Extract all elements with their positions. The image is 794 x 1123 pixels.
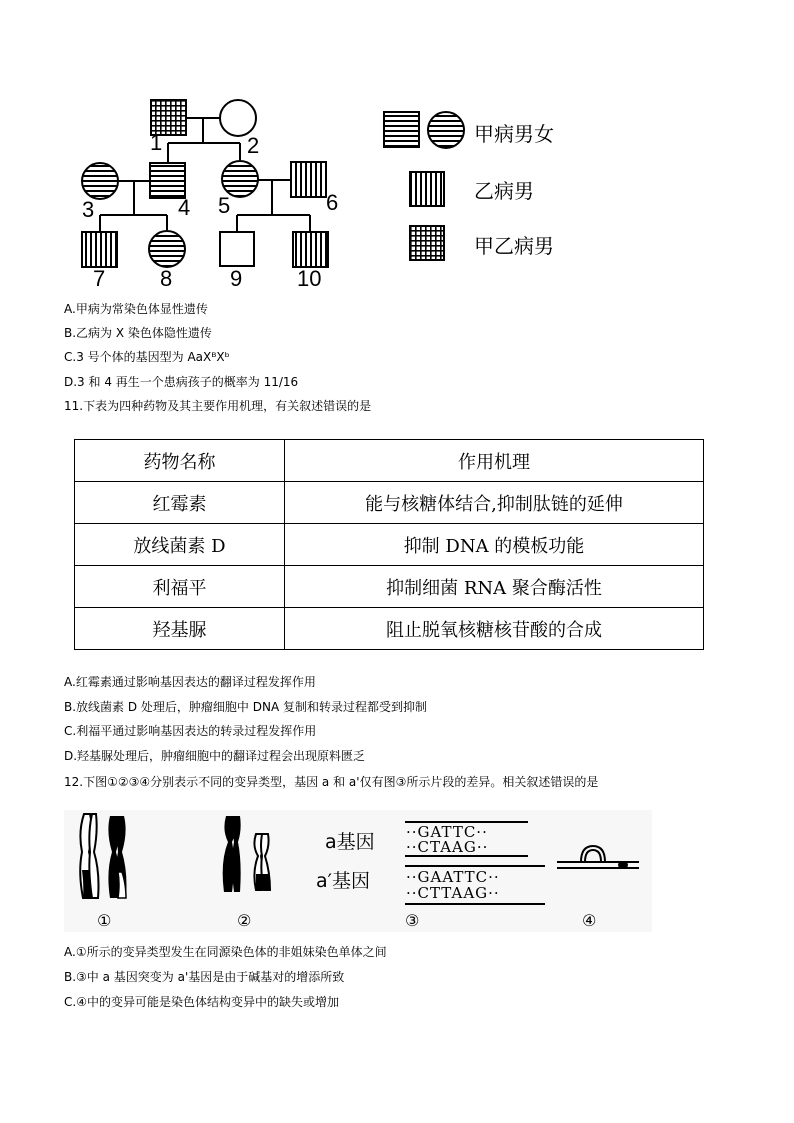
legend-ab-label: 甲乙病男	[474, 234, 554, 258]
pedigree-number: 10	[297, 266, 322, 291]
figure-label-3: ③	[405, 911, 420, 930]
table-row	[75, 566, 704, 608]
pedigree-individual-8	[149, 231, 185, 267]
pedigree-individual-6	[291, 162, 326, 197]
pedigree-individual-10	[293, 232, 328, 267]
pedigree-number: 4	[178, 195, 191, 220]
pedigree-number: 8	[160, 266, 173, 291]
table-cell: 利福平	[75, 566, 285, 608]
pedigree-number: 5	[218, 193, 231, 218]
legend-ab-male-symbol	[410, 226, 444, 260]
table-row	[75, 608, 704, 650]
q12-question: 12.下图①②③④分别表示不同的变异类型，基因 a 和 a'仅有图③所示片段的差异。相关叙述错误的是	[64, 775, 599, 789]
q10-option-b: B.乙病为 X 染色体隐性遗传	[64, 326, 212, 340]
pedigree-individual-7	[82, 232, 117, 267]
pedigree-individual-9	[220, 232, 254, 266]
table-row	[75, 482, 704, 524]
seq-a-top: ··GATTC··	[406, 823, 488, 841]
table-header-row	[75, 440, 704, 482]
table-header: 作用机理	[285, 440, 704, 482]
gene-a-prime-label: a′基因	[316, 870, 370, 892]
table-row	[75, 524, 704, 566]
q11-option-a: A.红霉素通过影响基因表达的翻译过程发挥作用	[64, 675, 316, 689]
pedigree-number: 9	[230, 266, 243, 291]
q12-option-c: C.④中的变异可能是染色体结构变异中的缺失或增加	[64, 995, 339, 1009]
legend-b-label: 乙病男	[474, 179, 534, 203]
q11-option-d: D.羟基脲处理后，肿瘤细胞中的翻译过程会出现原料匮乏	[64, 749, 366, 763]
pedigree-chart	[0, 0, 794, 300]
pedigree-individual-3	[82, 163, 118, 199]
q10-option-d: D.3 和 4 再生一个患病孩子的概率为 11/16	[64, 375, 299, 389]
table-cell: 红霉素	[75, 482, 285, 524]
chromosome-diagram-1	[70, 812, 140, 902]
figure-label-1: ①	[97, 911, 112, 930]
pedigree-individual-5	[222, 161, 258, 197]
q12-option-a: A.①所示的变异类型发生在同源染色体的非姐妹染色单体之间	[64, 945, 387, 959]
q10-option-c: C.3 号个体的基因型为 AaXᴮXᵇ	[64, 350, 230, 364]
seq-a-prime-bottom: ··CTTAAG··	[406, 884, 500, 902]
legend-a-male-symbol	[384, 112, 419, 147]
q11-option-b: B.放线菌素 D 处理后，肿瘤细胞中 DNA 复制和转录过程都受到抑制	[64, 700, 427, 714]
q11-question: 11.下表为四种药物及其主要作用机理，有关叙述错误的是	[64, 399, 372, 413]
drug-table	[74, 439, 704, 650]
pedigree-individual-2	[220, 100, 256, 136]
seq-a-prime-top: ··GAATTC··	[406, 868, 500, 886]
table-cell: 抑制细菌 RNA 聚合酶活性	[285, 566, 704, 608]
table-cell: 羟基脲	[75, 608, 285, 650]
figure-label-4: ④	[582, 911, 597, 930]
pedigree-number: 3	[82, 197, 95, 222]
legend-b-male-symbol	[410, 172, 444, 206]
gene-a-label: a基因	[325, 831, 375, 853]
chromosome-loop-diagram	[555, 840, 645, 880]
chromosome-diagram-2	[212, 812, 282, 902]
seq-a-bottom: ··CTAAG··	[406, 838, 489, 856]
table-cell: 能与核糖体结合,抑制肽链的延伸	[285, 482, 704, 524]
table-header: 药物名称	[75, 440, 285, 482]
pedigree-number: 1	[150, 130, 163, 155]
legend-a-female-symbol	[428, 112, 464, 148]
legend-a-label: 甲病男女	[474, 122, 554, 146]
q12-option-b: B.③中 a 基因突变为 a'基因是由于碱基对的增添所致	[64, 970, 345, 984]
pedigree-number: 2	[247, 133, 260, 158]
table-cell: 阻止脱氧核糖核苷酸的合成	[285, 608, 704, 650]
pedigree-number: 7	[93, 266, 106, 291]
figure-label-2: ②	[237, 911, 252, 930]
pedigree-number: 6	[326, 190, 339, 215]
table-cell: 抑制 DNA 的模板功能	[285, 524, 704, 566]
q10-option-a: A.甲病为常染色体显性遗传	[64, 302, 208, 316]
table-cell: 放线菌素 D	[75, 524, 285, 566]
pedigree-individual-4	[150, 163, 185, 198]
q11-option-c: C.利福平通过影响基因表达的转录过程发挥作用	[64, 724, 317, 738]
